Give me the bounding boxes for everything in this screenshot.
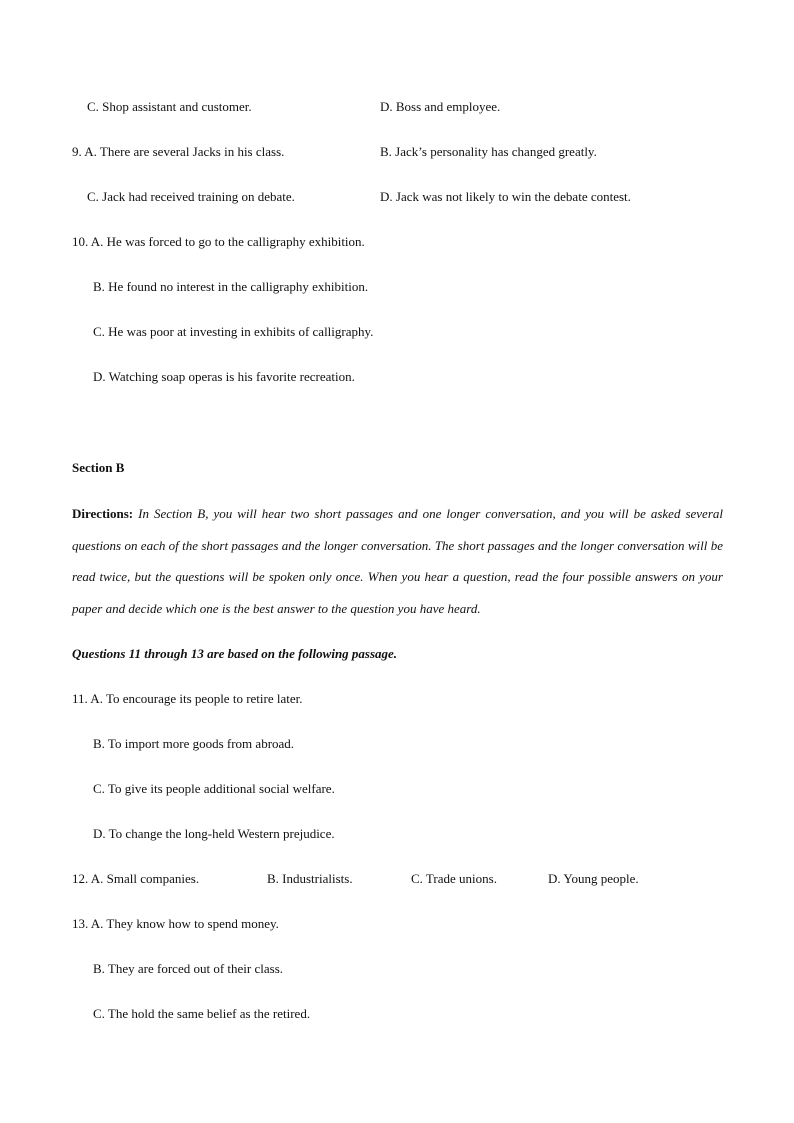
q12-option-c: C. Trade unions. [411, 871, 497, 886]
q10-option-a: 10. A. He was forced to go to the calligraphy exhibition. [72, 234, 365, 249]
q8-option-d: D. Boss and employee. [380, 99, 501, 114]
q12-option-d: D. Young people. [548, 871, 639, 886]
q9-option-a: 9. A. There are several Jacks in his class. [72, 144, 285, 159]
q10-option-d: D. Watching soap operas is his favorite recreation. [93, 369, 355, 384]
directions-text: In Section B, you will hear two short passages and one longer conversation, and you will be asked several questions on each of the short passages and the longer conversation. The short passages and the longer conversation will be read twice, but the questions will be spoken only once. When you hear a question, read the four possible answers on your paper and decide which one is the best answer to the question you have heard. [72, 506, 723, 617]
q9-option-b: B. Jack’s personality has changed greatly. [380, 144, 597, 159]
q10-option-b: B. He found no interest in the calligraphy exhibition. [93, 279, 369, 294]
q11-option-a: 11. A. To encourage its people to retire later. [72, 691, 303, 706]
q11-option-b: B. To import more goods from abroad. [93, 736, 295, 751]
q13-option-b: B. They are forced out of their class. [93, 961, 283, 976]
directions-paragraph [72, 498, 723, 625]
q12-option-a: 12. A. Small companies. [72, 871, 200, 886]
q11-option-d: D. To change the long-held Western prejudice. [93, 826, 335, 841]
q13-option-c: C. The hold the same belief as the retired. [93, 1006, 311, 1021]
directions-label: Directions: [72, 506, 134, 521]
q13-option-a: 13. A. They know how to spend money. [72, 916, 279, 931]
q10-option-c: C. He was poor at investing in exhibits of calligraphy. [93, 324, 374, 339]
q9-option-d: D. Jack was not likely to win the debate contest. [380, 189, 631, 204]
passage-heading: Questions 11 through 13 are based on the following passage. [72, 646, 398, 661]
q8-option-c: C. Shop assistant and customer. [87, 99, 252, 114]
q9-option-c: C. Jack had received training on debate. [87, 189, 295, 204]
q11-option-c: C. To give its people additional social welfare. [93, 781, 335, 796]
section-title: Section B [72, 460, 125, 475]
q12-option-b: B. Industrialists. [267, 871, 353, 886]
